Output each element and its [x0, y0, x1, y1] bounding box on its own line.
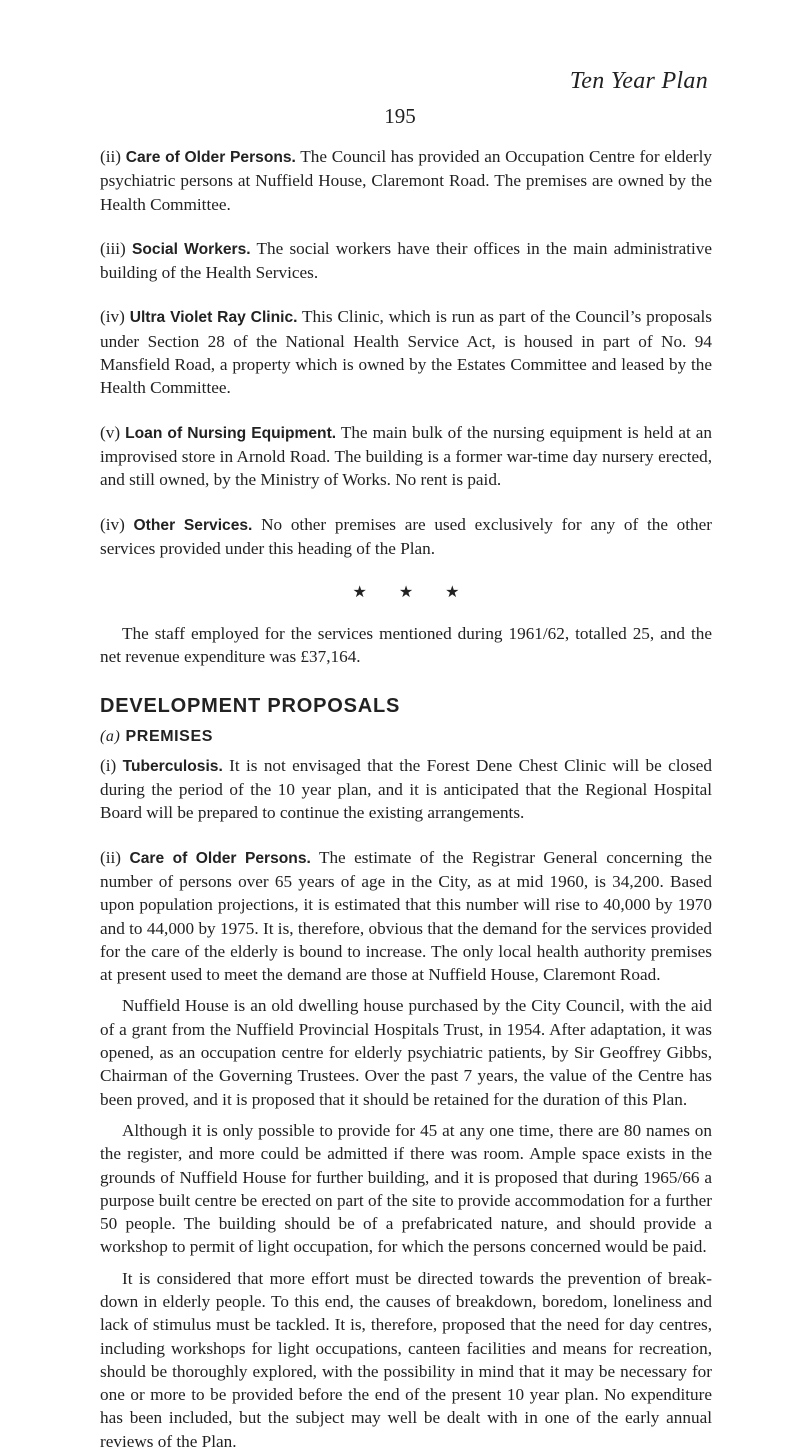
item-lead: Loan of Nursing Equipment.: [125, 424, 337, 442]
item-other-services: (iv) Other Services. No other premises are used exclusively for any of the other services provided under this heading of the Plan.: [100, 514, 712, 558]
item-social-workers: (iii) Social Workers. The social workers have their offices in the main administrative building of the Health Services.: [100, 238, 712, 283]
subsection-heading: (a) PREMISES: [100, 727, 214, 745]
proposal-tuberculosis: (i) Tuberculosis. It is not envisaged that the Forest Dene Chest Clinic will be closed during the period of the 10 year plan, and it is anticipated that the Regional Hospital Board will be prepared to continue the existing arrangements.: [100, 755, 712, 823]
proposal-lead: Tuberculosis.: [122, 757, 223, 775]
item-lead: Ultra Violet Ray Clinic.: [129, 309, 298, 327]
running-title: Ten Year Plan: [569, 68, 708, 94]
item-care-of-older-persons: (ii) Care of Older Persons. The Council has provided an Occupation Centre for elderly psychiatric persons at Nuffield House, Claremont Road. The premises are owned by the Health Committee.: [100, 147, 712, 214]
page-number: 195: [384, 104, 416, 128]
star-separator: ★ ★ ★: [352, 584, 474, 602]
proposal-lead: Care of Older Persons.: [129, 849, 311, 867]
staff-summary: The staff employed for the services mentioned during 1961/62, totalled 25, and the net revenue expenditure was £37,164.: [100, 624, 712, 667]
page-body: [100, 145, 712, 1453]
proposal-care-of-older-persons: (ii) Care of Older Persons. The estimate of the Registrar General concerning the number of persons over 65 years of age in the City, as at mid 1960, is 34,200. Based upon population projections, it is estimated that this number will rise to 40,000 by 1970 and to 44,000 by 1975. It is, therefore, obvious that the demand for the services provided for the care of the elderly is bound to increase. The only local health authority premises at present used to meet the demand are those at Nuffield House, Claremont Road.: [100, 847, 712, 985]
item-lead: Care of Older Persons.: [125, 149, 296, 166]
item-loan-of-nursing-equipment: (v) Loan of Nursing Equipment. The main bulk of the nursing equipment is held at an improvised store in Arnold Road. The building is a former war-time day nursery erected, and still owned, by the Ministry of Works. No rent is paid.: [100, 422, 713, 490]
paragraph-nuffield-house: Nuffield House is an old dwelling house purchased by the City Council, with the aid of a grant from the Nuffield Provincial Hospitals Trust, in 1954. After adaptation, it was opened, as an occupation centre for elderly psychiatric patients, by Sir Geoffrey Gibbs, Chairman of the Governing Trustees. Over the past 7 years, the value of the Centre has been proved, and it is proposed that it should be retained for the duration of this Plan.: [100, 996, 712, 1109]
paragraph-accommodation: Although it is only possible to provide for 45 at any one time, there are 80 names on the register, and more could be admitted if there was room. Ample space exists in the grounds of Nuffield House for further building, and it is proposed that during 1965/66 a purpose built centre be erected on part of the site to provide accommodation for a further 50 people. The building should be of a prefabricated nature, and should provide a workshop to permit of light occupation, for which the persons concerned would be paid.: [100, 1120, 712, 1257]
item-lead: Social Workers.: [131, 240, 251, 258]
paragraph-prevention: It is considered that more effort must be directed towards the prevention of break-down in elderly people. To this end, the causes of breakdown, boredom, loneliness and lack of stimulus must be tackled. It is, therefore, proposed that the need for day centres, including workshops for light occupations, canteen facilities and means for recreation, should be thoroughly explored, with the possibility in mind that it may be necessary for one or more to be provided before the end of the present 10 year plan. No expenditure has been included, but the subject may well be dealt with in one of the early annual reviews of the Plan.: [100, 1268, 712, 1451]
item-lead: Other Services.: [133, 516, 253, 534]
item-ultra-violet-ray-clinic: (iv) Ultra Violet Ray Clinic. This Clinic, which is run as part of the Council’s proposals under Section 28 of the National Health Service Act, is housed in part of No. 94 Mansfield Road, a property which is owned by the Estates Committee and leased by the Health Committee.: [100, 307, 712, 398]
section-heading: DEVELOPMENT PROPOSALS: [100, 694, 401, 717]
